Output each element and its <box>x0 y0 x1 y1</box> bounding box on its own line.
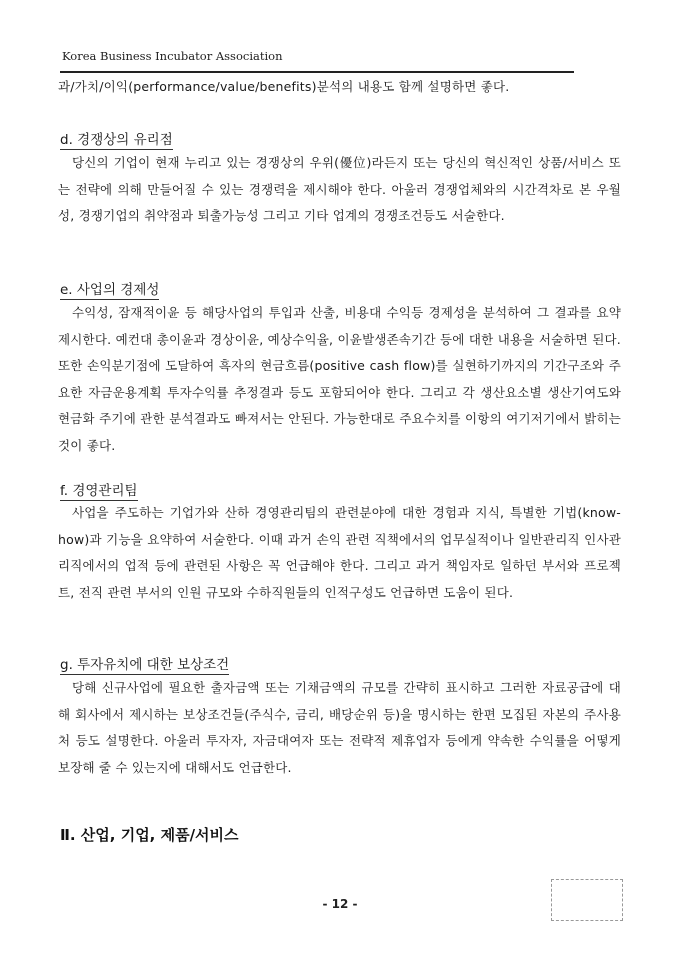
section-e-body: 수익성, 잠재적이윤 등 해당사업의 투입과 산출, 비용대 수익등 경제성을 분석하여 그 결과를 요약 제시한다. 예컨대 총이윤과 경상이윤, 예상수익율, 이윤발생존속기간 등에 대한 내용을 서술하면 된다. 또한 손익분기점에 도달하여 흑자의 현금흐름(positive cash flow)를 실현하기까지의 기간구조와 주요한 자금운용계획 투자수익률 추정결과 등도 포함되어야 한다. 그리고 각 생산요소별 생산기여도와 현금화 주기에 관한 분석결과도 빠져서는 안된다. 가능한대로 주요수치를 이항의 여기저기에서 밝히는 것이 좋다. <box>58 305 621 453</box>
heading-e <box>60 278 159 298</box>
heading-g <box>60 653 229 673</box>
section-d-body: 당신의 기업이 현재 누리고 있는 경쟁상의 우위(優位)라든지 또는 당신의 혁신적인 상품/서비스 또는 전략에 의해 만들어질 수 있는 경쟁력을 제시해야 한다. 아울러 경쟁업체와의 시간격차로 본 우월성, 경쟁기업의 취약점과 퇴출가능성 그리고 기타 업계의 경쟁조건등도 서술한다. <box>58 155 621 223</box>
header-divider <box>60 71 574 73</box>
section-g-body: 당해 신규사업에 필요한 출자금액 또는 기채금액의 규모를 간략히 표시하고 그러한 자료공급에 대해 회사에서 제시하는 보상조건들(주식수, 금리, 배당순위 등)을 명시하는 한편 모집된 자본의 주사용처 등도 설명한다. 아울러 투자자, 자금대여자 또는 전략적 제휴업자 등에게 약속한 수익률을 어떻게 보장해 줄 수 있는지에 대해서도 언급한다. <box>58 680 621 775</box>
page-number: - 12 - <box>322 897 358 911</box>
heading-e-text: e. 사업의 경제성 <box>60 282 160 298</box>
next-section-title: Ⅱ. 산업, 기업, 제품/서비스 <box>60 826 239 844</box>
section-f-body: 사업을 주도하는 기업가와 산하 경영관리팀의 관련분야에 대한 경험과 지식, 특별한 기법(know-how)과 기능을 요약하여 서술한다. 이때 과거 손익 관련 직책에서의 업무실적이나 일반관리직 인사관리직에서의 업적 등에 관련된 사항은 꼭 언급해야 한다. 그리고 과거 책임자로 일하던 부서와 프로젝트, 전직 관련 부서의 인원 규모와 수하직원들의 인적구성도 언급하면 도움이 된다. <box>58 505 621 600</box>
heading-f-text: f. 경영관리팀 <box>60 483 138 499</box>
heading-f <box>60 479 138 499</box>
heading-g-text: g. 투자유치에 대한 보상조건 <box>60 657 230 673</box>
header-org-name: Korea Business Incubator Association <box>62 49 283 63</box>
intro-continuation-line: 과/가치/이익(performance/value/benefits)분석의 내용도 함께 설명하면 좋다. <box>58 79 510 94</box>
stamp-box <box>551 879 623 921</box>
heading-d <box>60 128 173 148</box>
heading-d-text: d. 경쟁상의 유리점 <box>60 132 173 148</box>
